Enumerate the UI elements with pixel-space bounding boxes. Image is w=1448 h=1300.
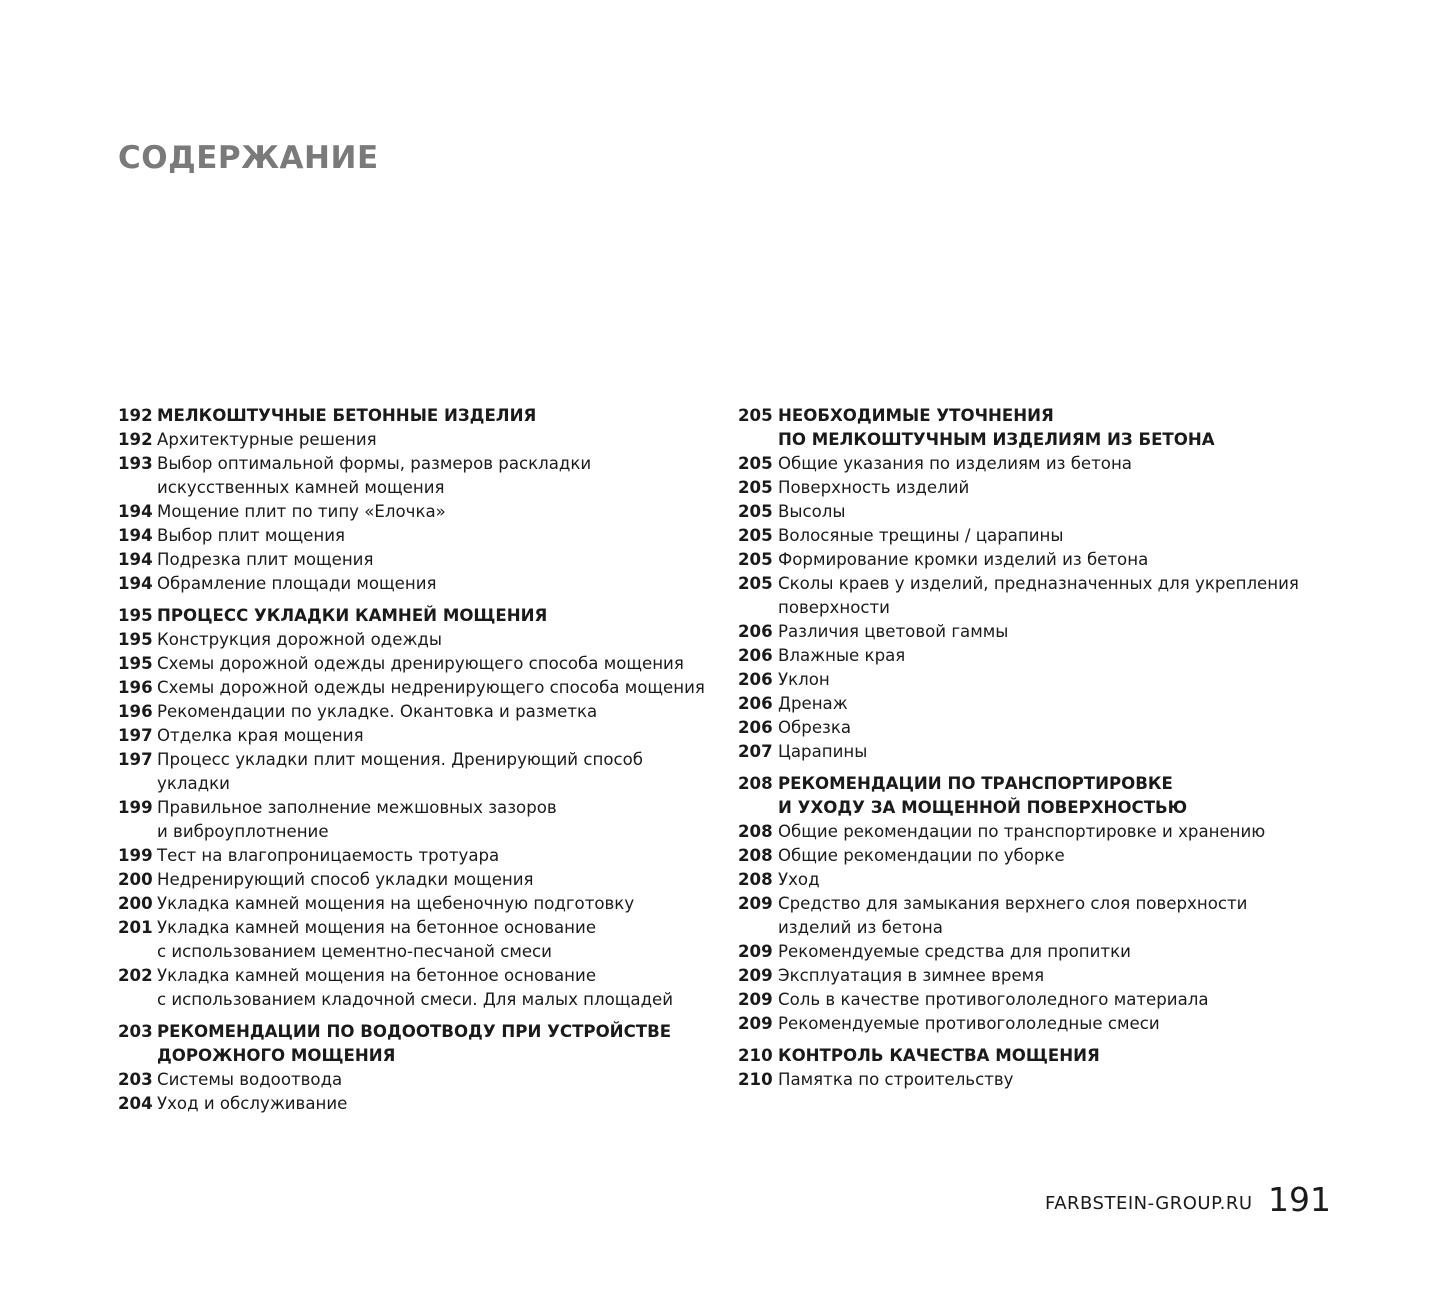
toc-entry[interactable] (738, 716, 1358, 740)
toc-heading-text: КОНТРОЛЬ КАЧЕСТВА МОЩЕНИЯ (778, 1046, 1100, 1065)
footer-site: FARBSTEIN-GROUP.RU (1045, 1193, 1253, 1214)
toc-page-number: 206 (738, 670, 773, 689)
toc-entry[interactable] (738, 452, 1358, 476)
page-title: СОДЕРЖАНИЕ (118, 140, 379, 176)
toc-entry-text: Архитектурные решения (157, 430, 377, 449)
toc-entry-text: Выбор оптимальной формы, размеров раскладки искусственных камней мощения (157, 454, 592, 497)
toc-entry-text: Рекомендуемые средства для пропитки (778, 942, 1131, 961)
toc-page-number: 205 (738, 502, 773, 521)
toc-section-heading[interactable] (118, 604, 718, 628)
toc-section (118, 604, 718, 1012)
toc-page-number: 209 (738, 1014, 773, 1033)
toc-entry-text: Формирование кромки изделий из бетона (778, 550, 1149, 569)
toc-page-number: 195 (118, 606, 153, 625)
toc-entry-text: Укладка камней мощения на бетонное основание с использованием кладочной смеси. Для малых площадей (157, 966, 674, 1009)
toc-entry[interactable] (738, 940, 1358, 964)
toc-entry-text: Недренирующий способ укладки мощения (157, 870, 534, 889)
toc-section-heading[interactable] (738, 772, 1358, 820)
toc-page-number: 208 (738, 774, 773, 793)
toc-page-number: 194 (118, 502, 153, 521)
toc-page-number: 209 (738, 942, 773, 961)
toc-entry-text: Выбор плит мощения (157, 526, 345, 545)
toc-page-number: 205 (738, 574, 773, 593)
toc-right-column (738, 404, 1358, 1100)
toc-entry-text: Процесс укладки плит мощения. Дренирующий способ укладки (157, 750, 643, 793)
toc-entry[interactable] (118, 868, 718, 892)
toc-entry[interactable] (118, 1068, 718, 1092)
toc-heading-text: РЕКОМЕНДАЦИИ ПО ВОДООТВОДУ ПРИ УСТРОЙСТВЕ ДОРОЖНОГО МОЩЕНИЯ (157, 1022, 672, 1065)
toc-entry-text: Соль в качестве противогололедного материала (778, 990, 1209, 1009)
toc-entry[interactable] (118, 748, 718, 796)
toc-entry[interactable] (738, 668, 1358, 692)
toc-entry[interactable] (118, 1092, 718, 1116)
toc-page-number: 208 (738, 822, 773, 841)
toc-page-number: 194 (118, 550, 153, 569)
toc-entry-text: Схемы дорожной одежды дренирующего способа мощения (157, 654, 684, 673)
toc-section-heading[interactable] (738, 404, 1358, 452)
page-number: 191 (1268, 1180, 1331, 1219)
toc-page-number: 208 (738, 870, 773, 889)
toc-entry[interactable] (118, 428, 718, 452)
toc-entry-text: Поверхность изделий (778, 478, 970, 497)
toc-page-number: 210 (738, 1070, 773, 1089)
toc-page-number: 192 (118, 430, 153, 449)
toc-heading-text: НЕОБХОДИМЫЕ УТОЧНЕНИЯ ПО МЕЛКОШТУЧНЫМ ИЗДЕЛИЯМ ИЗ БЕТОНА (778, 406, 1215, 449)
toc-entry-text: Общие рекомендации по уборке (778, 846, 1065, 865)
toc-entry-text: Волосяные трещины / царапины (778, 526, 1064, 545)
toc-entry-text: Уход (778, 870, 820, 889)
toc-section (738, 404, 1358, 764)
toc-entry-text: Подрезка плит мощения (157, 550, 374, 569)
toc-entry-text: Влажные края (778, 646, 906, 665)
toc-entry[interactable] (118, 676, 718, 700)
toc-entry[interactable] (118, 500, 718, 524)
toc-entry[interactable] (118, 892, 718, 916)
toc-entry-text: Укладка камней мощения на щебеночную подготовку (157, 894, 635, 913)
toc-entry-text: Царапины (778, 742, 868, 761)
toc-entry-text: Мощение плит по типу «Елочка» (157, 502, 446, 521)
toc-entry[interactable] (738, 572, 1358, 620)
toc-entry-text: Эксплуатация в зимнее время (778, 966, 1045, 985)
toc-page-number: 203 (118, 1070, 153, 1089)
toc-entry-text: Обрезка (778, 718, 852, 737)
toc-page-number: 197 (118, 726, 153, 745)
toc-entry-text: Схемы дорожной одежды недренирующего способа мощения (157, 678, 705, 697)
toc-entry-text: Конструкция дорожной одежды (157, 630, 442, 649)
toc-entry[interactable] (738, 620, 1358, 644)
toc-entry-text: Рекомендации по укладке. Окантовка и разметка (157, 702, 598, 721)
toc-page-number: 199 (118, 798, 153, 817)
toc-entry[interactable] (738, 1012, 1358, 1036)
toc-entry[interactable] (738, 500, 1358, 524)
toc-entry-text: Дренаж (778, 694, 848, 713)
toc-page-number: 205 (738, 550, 773, 569)
toc-entry[interactable] (118, 796, 718, 844)
toc-entry-text: Уклон (778, 670, 830, 689)
toc-page-number: 205 (738, 526, 773, 545)
toc-entry[interactable] (738, 692, 1358, 716)
toc-entry[interactable] (118, 964, 718, 1012)
toc-entry[interactable] (738, 892, 1358, 940)
toc-section-heading[interactable] (118, 1020, 718, 1068)
toc-entry[interactable] (118, 652, 718, 676)
toc-section-heading[interactable] (738, 1044, 1358, 1068)
toc-entry-text: Правильное заполнение межшовных зазоров и виброуплотнение (157, 798, 557, 841)
toc-entry[interactable] (118, 916, 718, 964)
toc-entry[interactable] (118, 452, 718, 500)
toc-entry[interactable] (738, 1068, 1358, 1092)
toc-page-number: 209 (738, 894, 773, 913)
toc-page-number: 200 (118, 870, 153, 889)
toc-entry[interactable] (118, 724, 718, 748)
toc-page-number: 201 (118, 918, 153, 937)
toc-entry-text: Обрамление площади мощения (157, 574, 437, 593)
toc-section-heading[interactable] (118, 404, 718, 428)
toc-entry-text: Средство для замыкания верхнего слоя поверхности изделий из бетона (778, 894, 1248, 937)
toc-entry[interactable] (118, 524, 718, 548)
toc-section (738, 772, 1358, 1036)
toc-page-number: 204 (118, 1094, 153, 1113)
toc-entry[interactable] (738, 988, 1358, 1012)
toc-entry[interactable] (738, 844, 1358, 868)
toc-page-number: 208 (738, 846, 773, 865)
toc-entry[interactable] (738, 740, 1358, 764)
toc-left-column (118, 404, 718, 1124)
toc-section (738, 1044, 1358, 1092)
toc-page-number: 205 (738, 406, 773, 425)
toc-page-number: 197 (118, 750, 153, 769)
toc-page-number: 196 (118, 702, 153, 721)
toc-page-number: 193 (118, 454, 153, 473)
toc-page-number: 209 (738, 990, 773, 1009)
toc-entry-text: Различия цветовой гаммы (778, 622, 1009, 641)
toc-entry-text: Сколы краев у изделий, предназначенных для укрепления поверхности (778, 574, 1299, 617)
toc-page-number: 203 (118, 1022, 153, 1041)
toc-page-number: 202 (118, 966, 153, 985)
toc-heading-text: МЕЛКОШТУЧНЫЕ БЕТОННЫЕ ИЗДЕЛИЯ (157, 406, 537, 425)
toc-entry[interactable] (738, 476, 1358, 500)
toc-page-number: 199 (118, 846, 153, 865)
toc-page-number: 194 (118, 574, 153, 593)
toc-entry[interactable] (118, 844, 718, 868)
toc-page-number: 210 (738, 1046, 773, 1065)
toc-entry[interactable] (118, 700, 718, 724)
toc-entry-text: Системы водоотвода (157, 1070, 343, 1089)
toc-entry-text: Общие рекомендации по транспортировке и хранению (778, 822, 1266, 841)
toc-page-number: 195 (118, 630, 153, 649)
toc-heading-text: ПРОЦЕСС УКЛАДКИ КАМНЕЙ МОЩЕНИЯ (157, 606, 548, 625)
toc-page-number: 206 (738, 622, 773, 641)
toc-entry-text: Памятка по строительству (778, 1070, 1014, 1089)
toc-entry[interactable] (118, 572, 718, 596)
toc-entry-text: Высолы (778, 502, 846, 521)
toc-entry[interactable] (738, 868, 1358, 892)
toc-page-number: 206 (738, 718, 773, 737)
toc-page-number: 209 (738, 966, 773, 985)
toc-section (118, 404, 718, 596)
toc-page-number: 206 (738, 646, 773, 665)
toc-entry[interactable] (738, 548, 1358, 572)
toc-page-number: 196 (118, 678, 153, 697)
toc-page-number: 205 (738, 478, 773, 497)
toc-heading-text: РЕКОМЕНДАЦИИ ПО ТРАНСПОРТИРОВКЕ И УХОДУ ЗА МОЩЕННОЙ ПОВЕРХНОСТЬЮ (778, 774, 1188, 817)
toc-page-number: 205 (738, 454, 773, 473)
toc-entry-text: Уход и обслуживание (157, 1094, 348, 1113)
toc-page-number: 200 (118, 894, 153, 913)
toc-entry[interactable] (738, 820, 1358, 844)
toc-entry-text: Укладка камней мощения на бетонное основание с использованием цементно-песчаной смеси (157, 918, 597, 961)
toc-page-number: 207 (738, 742, 773, 761)
toc-entry[interactable] (118, 548, 718, 572)
toc-page-number: 194 (118, 526, 153, 545)
toc-entry-text: Отделка края мощения (157, 726, 364, 745)
toc-section (118, 1020, 718, 1116)
toc-page-number: 192 (118, 406, 153, 425)
toc-page-number: 195 (118, 654, 153, 673)
toc-entry-text: Тест на влагопроницаемость тротуара (157, 846, 500, 865)
toc-entry[interactable] (118, 628, 718, 652)
toc-entry-text: Общие указания по изделиям из бетона (778, 454, 1132, 473)
toc-entry[interactable] (738, 524, 1358, 548)
toc-entry[interactable] (738, 964, 1358, 988)
toc-entry[interactable] (738, 644, 1358, 668)
toc-entry-text: Рекомендуемые противогололедные смеси (778, 1014, 1160, 1033)
toc-page-number: 206 (738, 694, 773, 713)
